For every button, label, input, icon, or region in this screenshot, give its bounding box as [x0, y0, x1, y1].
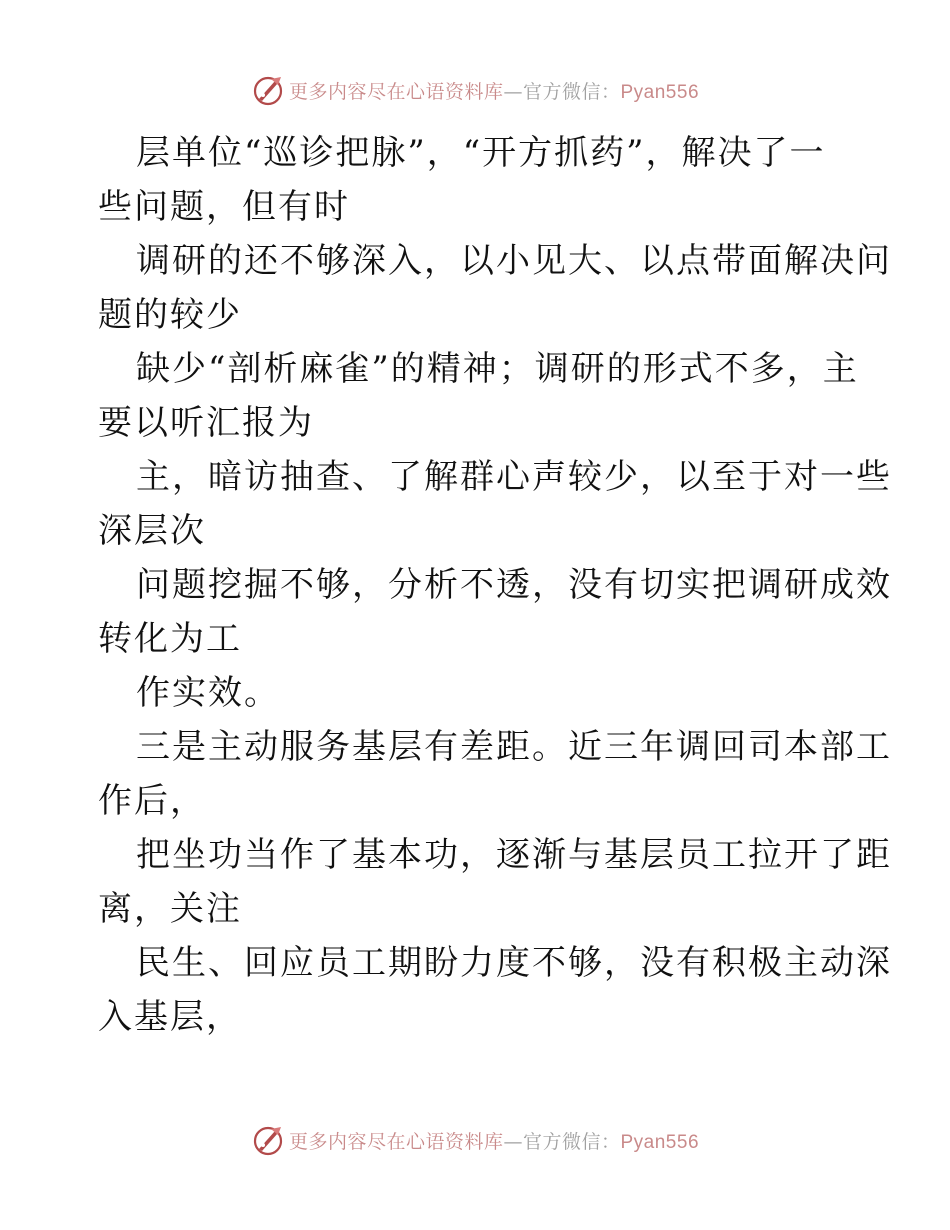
paragraph-line — [98, 126, 858, 234]
line-rest: 作后， — [98, 781, 206, 821]
banner-main-text: 更多内容尽在心语资料库 — [288, 1130, 504, 1153]
paragraph-line — [98, 342, 858, 450]
line-first: 主，暗访抽查、了解群心声较少，以至于对一些 — [136, 457, 892, 497]
line-rest: 离，关注 — [98, 889, 242, 929]
line-rest: 转化为工 — [98, 619, 242, 659]
quill-logo-icon — [251, 73, 285, 107]
line-first: 民生、回应员工期盼力度不够，没有积极主动深 — [136, 943, 892, 983]
line-first: 作实效。 — [136, 673, 280, 713]
banner-text — [289, 1127, 699, 1154]
line-rest: 题的较少 — [98, 295, 242, 335]
line-rest: 深层次 — [98, 511, 206, 551]
banner-dash: — — [503, 80, 523, 103]
banner-suffix-text: 官方微信： — [522, 80, 621, 103]
line-rest: 入基层， — [98, 997, 242, 1037]
paragraph-line — [98, 720, 892, 828]
paragraph-line — [98, 450, 892, 558]
banner-suffix-text: 官方微信： — [522, 1130, 621, 1153]
line-first: 缺少“剖析麻雀”的精神；调研的形式不多，主 — [136, 349, 859, 389]
paragraph-line — [98, 666, 858, 720]
line-rest: 要以听汇报为 — [98, 403, 314, 443]
line-first: 层单位“巡诊把脉”，“开方抓药”，解决了一 — [136, 133, 826, 173]
line-first: 问题挖掘不够，分析不透，没有切实把调研成效 — [136, 565, 892, 605]
banner-wechat-id: Pyan556 — [620, 81, 700, 103]
line-first: 调研的还不够深入，以小见大、以点带面解决问 — [136, 241, 892, 281]
paragraph-line — [98, 828, 892, 936]
paragraph-line — [98, 936, 892, 1044]
banner-main-text: 更多内容尽在心语资料库 — [288, 80, 504, 103]
footer-banner — [0, 1120, 950, 1160]
line-first: 三是主动服务基层有差距。近三年调回司本部工 — [136, 727, 892, 767]
document-body — [98, 126, 892, 1044]
banner-wechat-id: Pyan556 — [620, 1131, 700, 1153]
banner-dash: — — [503, 1130, 523, 1153]
banner-text — [289, 77, 699, 104]
paragraph-line — [98, 558, 892, 666]
quill-logo-icon — [251, 1123, 285, 1157]
line-rest: 些问题，但有时 — [98, 187, 350, 227]
line-first: 把坐功当作了基本功，逐渐与基层员工拉开了距 — [136, 835, 892, 875]
paragraph-line — [98, 234, 892, 342]
header-banner — [0, 70, 950, 110]
